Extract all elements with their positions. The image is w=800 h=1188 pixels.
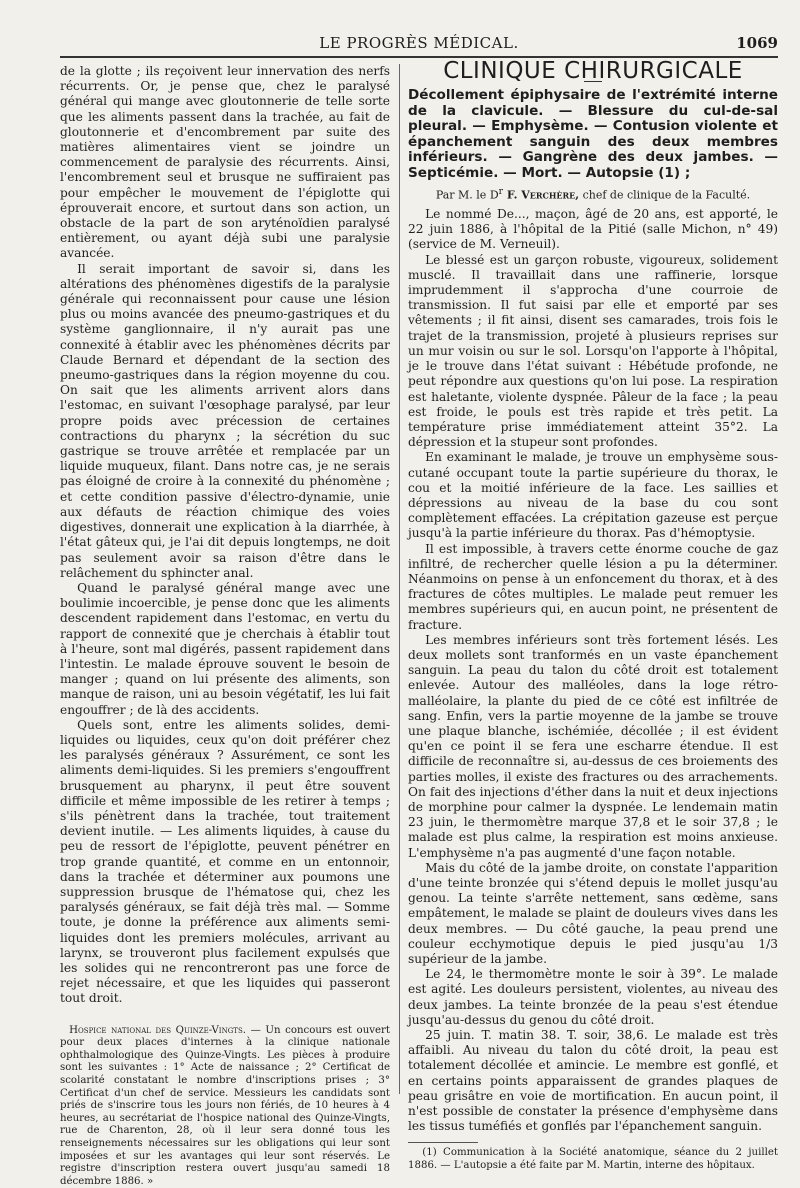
right-paragraph-6: Mais du côté de la jambe droite, on constate l'apparition d'une teinte bronzée qui s'étend depuis le mollet jusqu'au genou. La teinte s'arrête nettement, sans œdème, sans empâtement, le malade se plaint de douleurs vives dans les deux membres. — Du côté gauche, la peau prend une couleur ecchymotique depuis le pied jusqu'au 1/3 supérieur de la jambe. — [408, 860, 778, 967]
page-number: 1069 — [736, 34, 778, 52]
hospice-notice — [60, 1025, 390, 1188]
right-paragraph-2: Le blessé est un garçon robuste, vigoureux, solidement musclé. Il travaillait dans une raffinerie, lorsque imprudemment il s'approcha d'une courroie de transmission. Il fut saisi par elle et emporté par ses vêtements ; il fit ainsi, disent ses camarades, trois fois le trajet de la transmission, projeté à plusieurs reprises sur un mur voisin ou sur le sol. Lorsqu'on l'apporte à l'hôpital, je le trouve dans l'état suivant : Hébétude profonde, ne peut répondre aux questions qu'on lui pose. La respiration est haletante, violente dyspnée. Pâleur de la face ; la peau est froide, le pouls est très rapide et très petit. La température prise immédiatement atteint 35°2. La dépression et la stupeur sont profondes. — [408, 252, 778, 450]
footnote: (1) Communication à la Société anatomique, séance du 2 juillet 1886. — L'autopsie a été faite par M. Martin, interne des hôpitaux. — [408, 1147, 778, 1172]
left-paragraph-3: Quand le paralysé général mange avec une boulimie incoercible, je pense donc que les aliments descendent rapidement dans l'estomac, en vertu du rapport de connexité que je cherchais à établir tout à l'heure, sont mal digérés, passent rapidement dans l'intestin. Le malade éprouve souvent le besoin de manger ; quand on lui présente des aliments, son manque de raison, uni au besoin végétatif, les lui fait engouffrer ; de là des accidents. — [60, 580, 390, 717]
journal-title: LE PROGRÈS MÉDICAL. — [319, 34, 519, 52]
right-paragraph-7: Le 24, le thermomètre monte le soir à 39°. Le malade est agité. Les douleurs persistent, violentes, au niveau des deux jambes. La teinte bronzée de la peau s'est étendue jusqu'au-dessus du genou du côté droit. — [408, 967, 778, 1027]
author-prefix: Par M. le D — [435, 188, 499, 202]
right-paragraph-5: Les membres inférieurs sont très fortement lésés. Les deux mollets sont tranformés en un vaste épanchement sanguin. La peau du talon du côté droit est totalement enlevée. Autour des malléoles, dans la loge rétro-malléolaire, la plante du pied de ce côté est infiltrée de sang. Enfin, vers la partie moyenne de la jambe se trouve une plaque blanche, ischémiée, décollée ; il est évident qu'en ce point il se fera une escharre étendue. Il est difficile de reconnaître si, au-dessus de ces broiements des parties molles, il existe des fractures ou des arrachements. On fait des injections d'éther dans la nuit et deux injections de morphine pour calmer la dyspnée. Le lendemain matin 23 juin, le thermomètre marque 37,8 et le soir 37,8 ; le malade est plus calme, la respiration est moins anxieuse. L'emphysème n'a pas augmenté d'une façon notable. — [408, 632, 778, 860]
left-paragraph-2: Il serait important de savoir si, dans les altérations des phénomènes digestifs de la paralysie générale qui reconnaissent pour cause une lésion plus ou moins avancée des pneumo-gastriques et du système ganglionnaire, il n'y aurait pas une connexité à établir avec les phénomènes décrits par Claude Bernard et dépendant de la section des pneumo-gastriques dans la région moyenne du cou. On sait que les aliments arrivent alors dans l'estomac, en suivant l'œsophage paralysé, par leur propre poids avec précession de certaines contractions du pharynx ; la sécrétion du suc gastrique se trouve arrêtée et remplacée par un liquide muqueux, filant. Dans notre cas, je ne serais pas éloigné de croire à la connexité du phénomène ; et cette condition passive d'électro-dynamie, unie aux défauts de réaction chimique des voies digestives, donnerait une explication à la diarrhée, à l'état gâteux qui, je l'ai dit depuis longtemps, ne doit pas seulement avoir sa raison d'être dans le relâchement du sphincter anal. — [60, 261, 390, 580]
running-header — [60, 30, 778, 60]
author-suffix: chef de clinique de la Faculté. — [579, 188, 751, 202]
right-paragraph-4: Il est impossible, à travers cette énorme couche de gaz infiltré, de rechercher quelle lésion a pu la déterminer. Néanmoins on pense à un enfoncement du thorax, et à des fractures de côtes multiples. Le malade peut remuer les membres supérieurs qui, en aucun point, ne présentent de fracture. — [408, 541, 778, 632]
article-title: Décollement épiphysaire de l'extrémité interne de la clavicule. — Blessure du cul-de-sal pleural. — Emphysème. — Contusion violente et épanchement sanguin des deux membres inférieurs. — Gangrène des deux jambes. — Septicémie. — Mort. — Autopsie (1) ; — [408, 87, 778, 181]
left-paragraph-4: Quels sont, entre les aliments solides, demi-liquides ou liquides, ceux qu'on doit préférer chez les paralysés généraux ? Assurément, ce sont les aliments demi-liquides. Si les premiers s'engouffrent brusquement au pharynx, il peut être souvent difficile et même impossible de les retirer à temps ; s'ils pénètrent dans la trachée, tout traitement devient inutile. — Les aliments liquides, à cause du peu de ressort de l'épiglotte, peuvent pénétrer en trop grande quantité, et comme en un entonnoir, dans la trachée et déterminer aux poumons une suppression brusque de l'hématose qui, chez les paralysés généraux, se fait déjà très mal. — Somme toute, je donne la préférence aux aliments semi-liquides dont les premiers molécules, arrivant au larynx, se trouveront plus facilement expulsés que les solides qui ne rencontreront pas une force de rejet nécessaire, et que les liquides qui passeront tout droit. — [60, 717, 390, 1006]
right-paragraph-8: 25 juin. T. matin 38. T. soir, 38,6. Le malade est très affaibli. Au niveau du talon du côté droit, la peau est totalement décollée et amincie. Le membre est gonflé, et en certains points apparaissent de grandes plaques de peau grisâtre en voie de mortification. En aucun point, il n'est possible de constater la présence d'emphysème dans les tissus tuméfiés et gonflés par l'épanchement sanguin. — [408, 1028, 778, 1134]
author-name: F. Verchère, — [503, 188, 580, 202]
column-separator — [399, 64, 400, 1094]
author-sup: r — [498, 186, 504, 198]
right-paragraph-1: Le nommé De..., maçon, âgé de 20 ans, est apporté, le 22 juin 1886, à l'hôpital de la Pitié (salle Michon, n° 49) (service de M. Verneuil). — [408, 207, 778, 252]
left-paragraph-1: de la glotte ; ils reçoivent leur innervation des nerfs récurrents. Or, je pense que, chez le paralysé général qui mange avec gloutonnerie de telle sorte que les aliments passent dans la trachée, au fait de gloutonnerie et d'encombrement par suite des matières alimentaires vient se joindre un commencement de paralysie des récurrents. Ainsi, l'encombrement seul et brusque ne suffiraient pas pour empêcher le mouvement de l'épiglotte qui éprouverait encore, et surtout dans son action, un obstacle de la part de son aryténoïdien paralysé entièrement, ou ayant déjà subi une paralysie avancée. — [60, 64, 390, 261]
notice-text: — Un concours est ouvert pour deux places d'internes à la clinique nationale ophthalmologique des Quinze-Vingts. Les pièces à produire sont les suivantes : 1° Acte de naissance ; 2° Certificat de scolarité constatant le nombre d'inscriptions prises ; 3° Certificat d'un chef de service. Messieurs les candidats sont priés de s'inscrire tous les jours non fériés, de 10 heures à 4 heures, au secrétariat de l'hospice national des Quinze-Vingts, rue de Charenton, 28, où il leur sera donné tous les renseignements nécessaires sur les obligations qui leur sont imposées et sur les avantages qui leur sont réservés. Le registre d'inscription restera ouvert jusqu'au samedi 18 décembre 1886. » — [60, 1024, 391, 1187]
left-column — [60, 64, 390, 1188]
right-paragraph-3: En examinant le malade, je trouve un emphysème sous-cutané occupant toute la partie supérieure du thorax, le cou et la moitié inférieure de la face. Les saillies et dépressions au niveau de la base du cou sont complètement effacées. La crépitation gazeuse est perçue jusqu'à la partie inférieure du thorax. Pas d'hémoptysie. — [408, 450, 778, 541]
right-column — [408, 58, 778, 1173]
footnote-rule — [408, 1142, 478, 1143]
section-title: CLINIQUE CHIRURGICALE — [443, 58, 743, 84]
notice-lead: Hospice national des Quinze-Vingts. — [69, 1024, 246, 1036]
article-author — [408, 184, 778, 203]
